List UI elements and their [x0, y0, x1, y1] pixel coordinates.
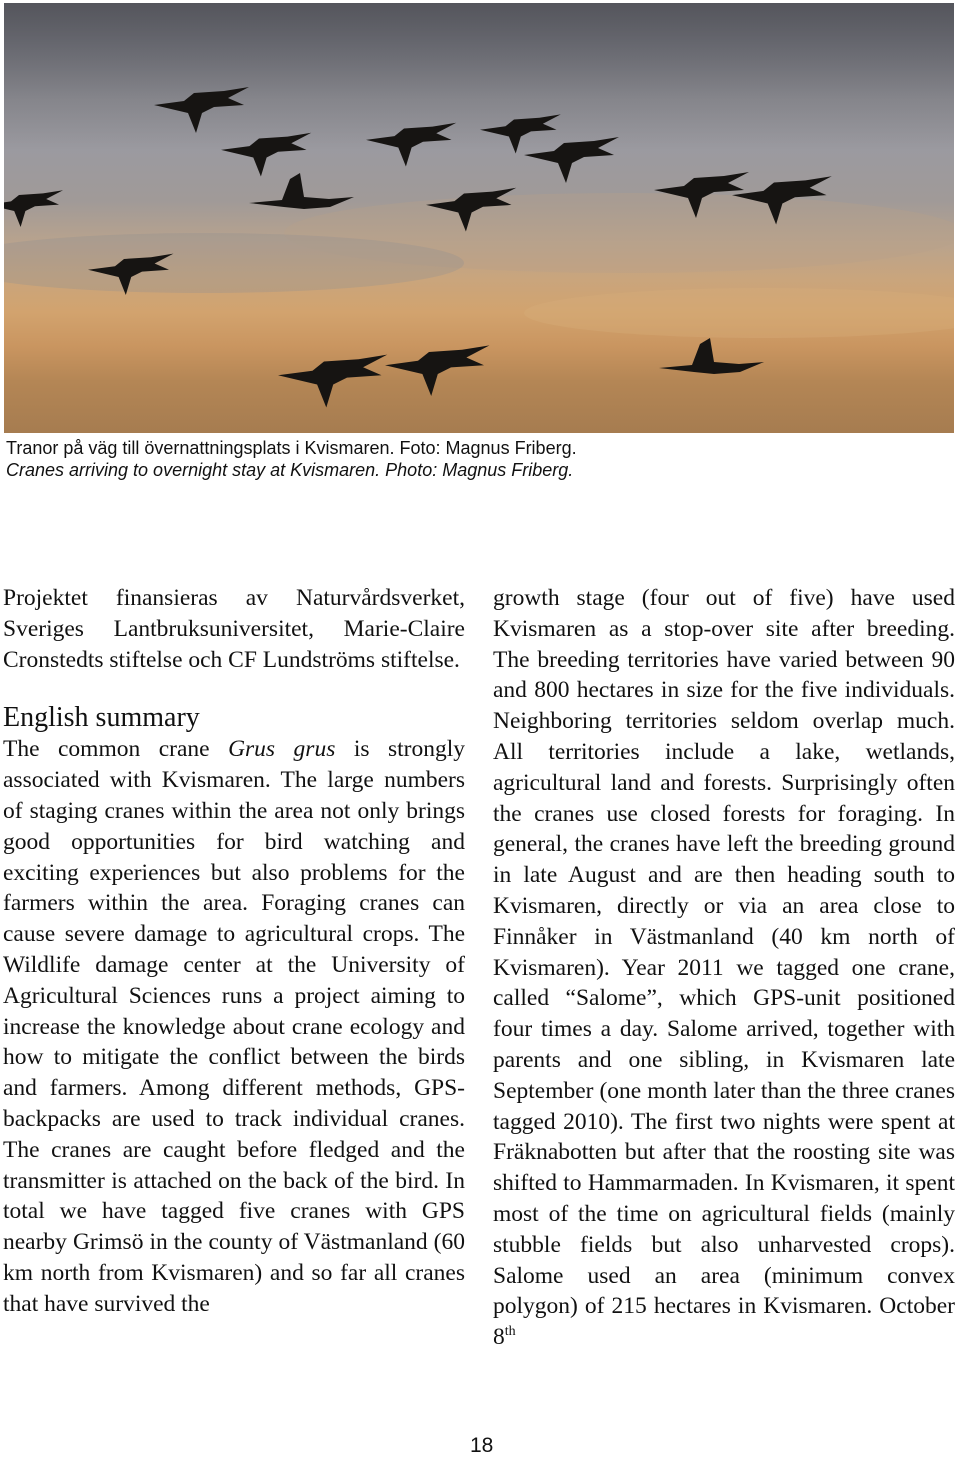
page-number: 18: [470, 1434, 494, 1457]
photo-caption: [6, 437, 906, 481]
ordinal-superscript: th: [504, 1324, 516, 1340]
funding-paragraph: Projektet finansieras av Naturvårdsverket, Sveriges Lantbruksuniversitet, Marie-Claire Cronstedts stiftelse och CF Lundströms stiftelse.: [3, 585, 465, 673]
species-name: Grus grus: [228, 736, 336, 763]
cranes-photo: [4, 3, 954, 433]
left-column: [3, 583, 465, 1320]
summary-continued-text: growth stage (four out of five) have used Kvismaren as a stop-over site after breeding. The breeding territories have varied between 90 and 800 hectares in size for the five individuals. Neighboring territories seldom overlap much. All territories include a lake, wetlands, agricultural land and forests. Surprisingly often the cranes use closed forests for foraging. In general, the cranes have left the breeding ground in late August and are then heading south to Kvismaren, directly or via an area close to Finnåker in Västmanland (40 km north of Kvismaren). Year 2011 we tagged one crane, called “Salome”, which GPS-unit positioned four times a day. Salome arrived, together with parents and one sibling, in Kvismaren late September (one month later than the three cranes tagged 2010). The first two nights were spent at Fräknabotten but after that the roosting site was shifted to Hammarmaden. In Kvismaren, it spent most of the time on agricultural fields (mainly stubble fields but also unharvested crops). Salome used an area (minimum convex polygon) of 215 hectares in Kvismaren. October 8: [493, 585, 955, 1351]
summary-body: is strongly associated with Kvismaren. The large numbers of staging cranes within the area not only brings good opportunities for bird watching and exciting experiences but also problems for the farmers within the area. Foraging cranes can cause severe damage to agricultural crops. The Wildlife damage center at the University of Agricultural Sciences runs a project aiming to increase the knowledge about crane ecology and how to mitigate the conflict between the birds and farmers. Among different methods, GPS-backpacks are used to track individual cranes. The cranes are caught before fledged and the transmitter is attached on the back of the bird. In total we have tagged five cranes with GPS nearby Grimsö in the county of Västmanland (60 km north from Kvismaren) and so far all cranes that have survived the: [3, 736, 465, 1317]
summary-continued: [493, 583, 955, 1353]
crane-silhouette: [4, 190, 63, 227]
caption-swedish: Tranor på väg till övernattningsplats i Kvismaren. Foto: Magnus Friberg.: [6, 438, 577, 458]
cranes-silhouettes: [4, 3, 954, 433]
crane-silhouette: [385, 345, 490, 396]
caption-english: Cranes arriving to overnight stay at Kvismaren. Photo: Magnus Friberg.: [6, 460, 574, 480]
crane-silhouette: [249, 173, 354, 209]
section-heading: English summary: [3, 702, 200, 734]
crane-silhouette: [659, 338, 764, 374]
summary-paragraph: [3, 734, 465, 1319]
right-column: [493, 583, 955, 1353]
crane-silhouette: [278, 355, 387, 408]
summary-intro: The common crane: [3, 736, 229, 763]
